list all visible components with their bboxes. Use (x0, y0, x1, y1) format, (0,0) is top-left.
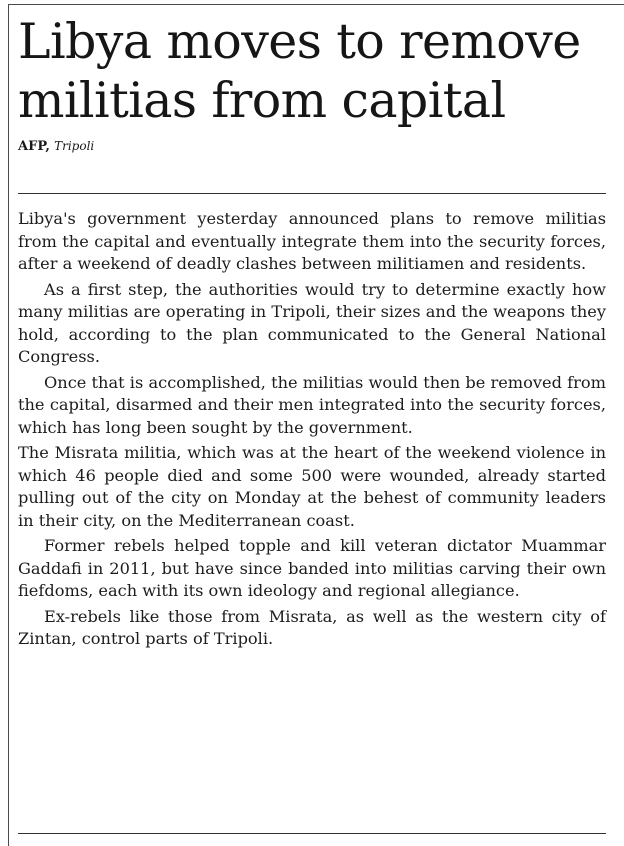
body-paragraph-6: Ex-rebels like those from Misrata, as well as the western city of Zintan, control parts of Tripoli. (18, 606, 606, 648)
byline-place: Tripoli (54, 139, 95, 153)
bottom-divider (18, 833, 606, 834)
body-paragraph-2: As a first step, the authorities would try to determine exactly how many militias are operating in Tripoli, their sizes and the weapons they hold, according to the plan communicated to the General National Congress. (18, 279, 606, 366)
byline-source: AFP, (18, 139, 50, 154)
headline (18, 12, 606, 130)
byline (18, 137, 606, 158)
byline-divider (18, 193, 606, 194)
headline-line-1: Libya moves to remove (18, 13, 581, 70)
headline-line-2: militias from capital (18, 72, 506, 129)
news-article (18, 12, 606, 648)
body-paragraph-3: Once that is accomplished, the militias would then be removed from the capital, disarmed and their men integrated into the security forces, which has long been sought by the government. (18, 372, 606, 437)
article-body (18, 208, 606, 651)
body-paragraph-1: Libya's government yesterday announced plans to remove militias from the capital and eventually integrate them into the security forces, after a weekend of deadly clashes between militiamen and residents. (18, 209, 606, 273)
body-paragraph-5: Former rebels helped topple and kill veteran dictator Muammar Gaddafi in 2011, but have since banded into militias carving their own fiefdoms, each with its own ideology and regional allegiance. (18, 536, 606, 600)
body-paragraph-4: The Misrata militia, which was at the heart of the weekend violence in which 46 people died and some 500 were wounded, already started pulling out of the city on Monday at the behest of community leaders in their city, on the Mediterranean coast. (18, 443, 606, 530)
